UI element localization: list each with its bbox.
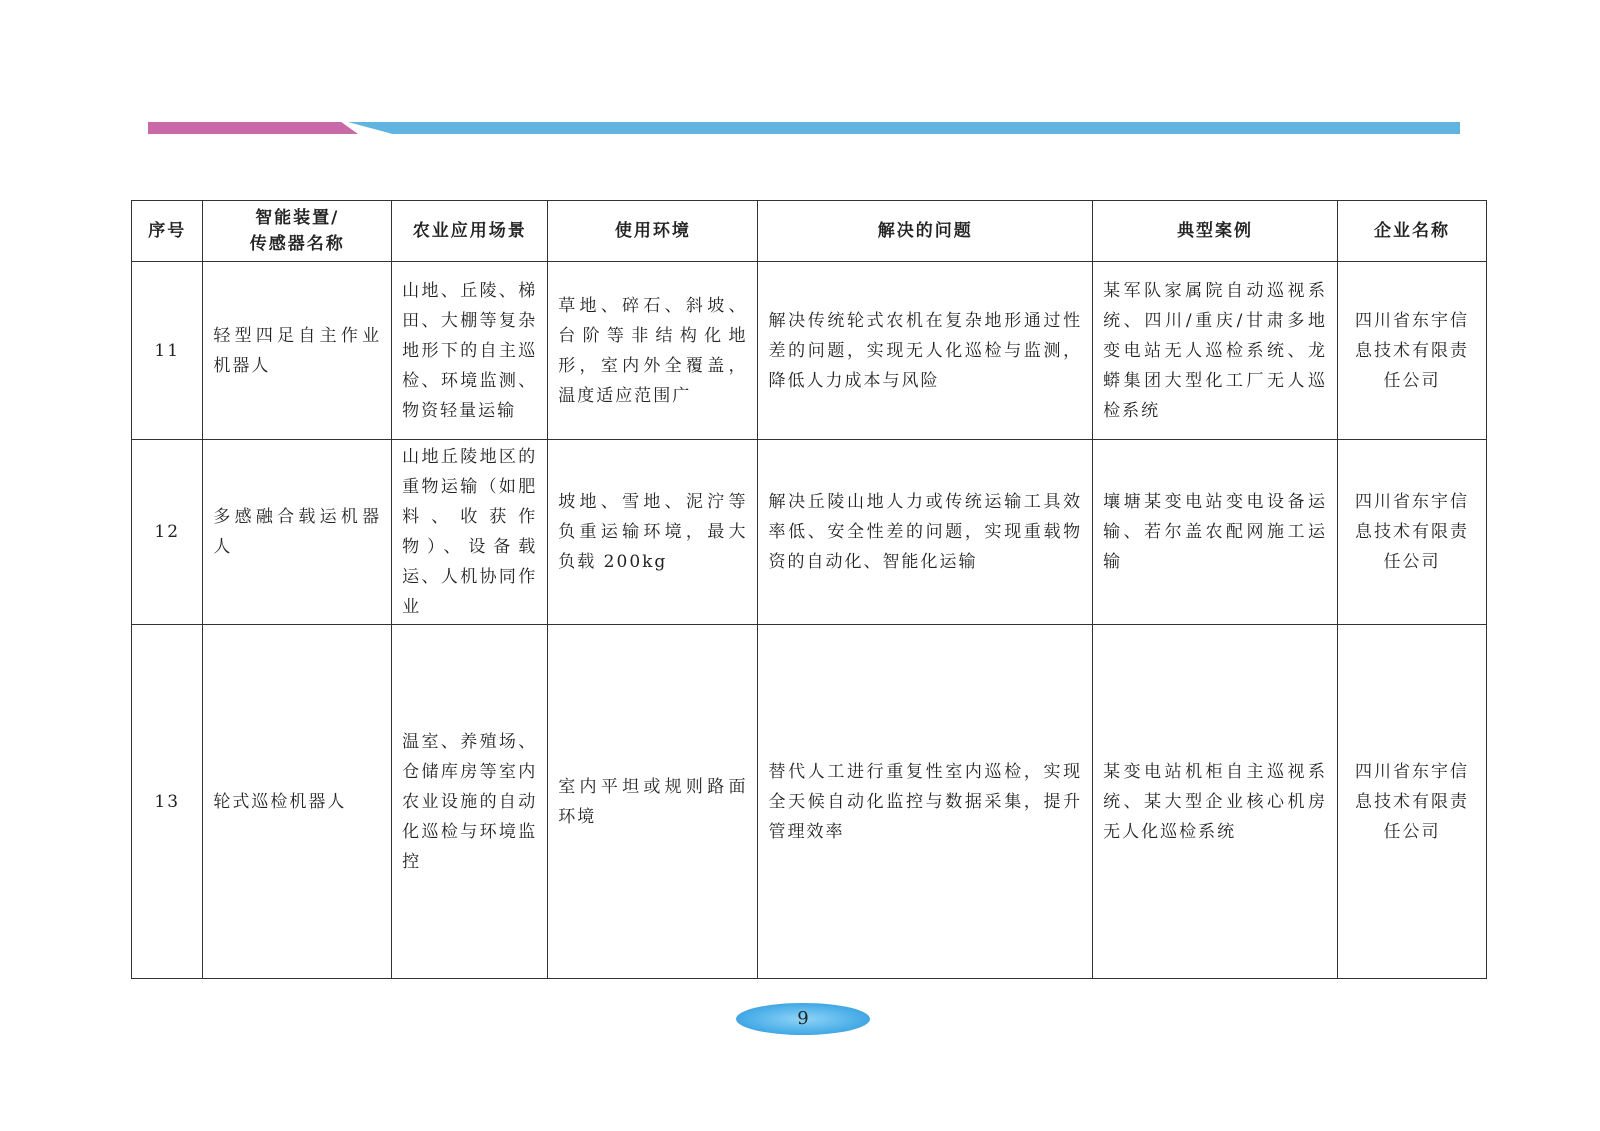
- row-company: 四川省东宇信息技术有限责任公司: [1338, 440, 1487, 625]
- row-company: 四川省东宇信息技术有限责任公司: [1338, 262, 1487, 440]
- row-device: 多感融合载运机器人: [203, 440, 392, 625]
- row-no: 13: [132, 625, 203, 979]
- table-row: [132, 262, 1487, 440]
- header-device-line2: 传感器名称: [249, 234, 345, 254]
- row-cases: 某变电站机柜自主巡视系统、某大型企业核心机房无人化巡检系统: [1093, 625, 1338, 979]
- table-row: [132, 440, 1487, 625]
- row-env: 草地、碎石、斜坡、台阶等非结构化地形，室内外全覆盖，温度适应范围广: [548, 262, 758, 440]
- header-device: [203, 201, 392, 262]
- page-number: 9: [736, 1003, 870, 1035]
- header-no: 序号: [132, 201, 203, 262]
- row-cases: 某军队家属院自动巡视系统、四川/重庆/甘肃多地变电站无人巡检系统、龙蟒集团大型化工厂无人巡检系统: [1093, 262, 1338, 440]
- row-cases: 壤塘某变电站变电设备运输、若尔盖农配网施工运输: [1093, 440, 1338, 625]
- row-scene: 温室、养殖场、仓储库房等室内农业设施的自动化巡检与环境监控: [392, 625, 548, 979]
- header-problem: 解决的问题: [758, 201, 1093, 262]
- header-scene: 农业应用场景: [392, 201, 548, 262]
- row-device: 轻型四足自主作业机器人: [203, 262, 392, 440]
- device-table: [131, 200, 1487, 979]
- header-decoration-bar: [148, 122, 1460, 134]
- header-cases: 典型案例: [1093, 201, 1338, 262]
- row-device: 轮式巡检机器人: [203, 625, 392, 979]
- row-scene: 山地、丘陵、梯田、大棚等复杂地形下的自主巡检、环境监测、物资轻量运输: [392, 262, 548, 440]
- row-problem: 替代人工进行重复性室内巡检，实现全天候自动化监控与数据采集，提升管理效率: [758, 625, 1093, 979]
- table-header-row: [132, 201, 1487, 262]
- row-scene: 山地丘陵地区的重物运输（如肥料、收获作物）、设备载运、人机协同作业: [392, 440, 548, 625]
- header-company: 企业名称: [1338, 201, 1487, 262]
- header-bar-pink: [148, 122, 358, 134]
- row-env: 坡地、雪地、泥泞等负重运输环境，最大负载 200kg: [548, 440, 758, 625]
- header-bar-blue: [348, 122, 1460, 134]
- row-no: 12: [132, 440, 203, 625]
- table-row: [132, 625, 1487, 979]
- header-device-line1: 智能装置/: [255, 208, 340, 228]
- row-env: 室内平坦或规则路面环境: [548, 625, 758, 979]
- row-problem: 解决丘陵山地人力或传统运输工具效率低、安全性差的问题，实现重载物资的自动化、智能化运输: [758, 440, 1093, 625]
- row-problem: 解决传统轮式农机在复杂地形通过性差的问题，实现无人化巡检与监测，降低人力成本与风险: [758, 262, 1093, 440]
- header-env: 使用环境: [548, 201, 758, 262]
- row-no: 11: [132, 262, 203, 440]
- row-company: 四川省东宇信息技术有限责任公司: [1338, 625, 1487, 979]
